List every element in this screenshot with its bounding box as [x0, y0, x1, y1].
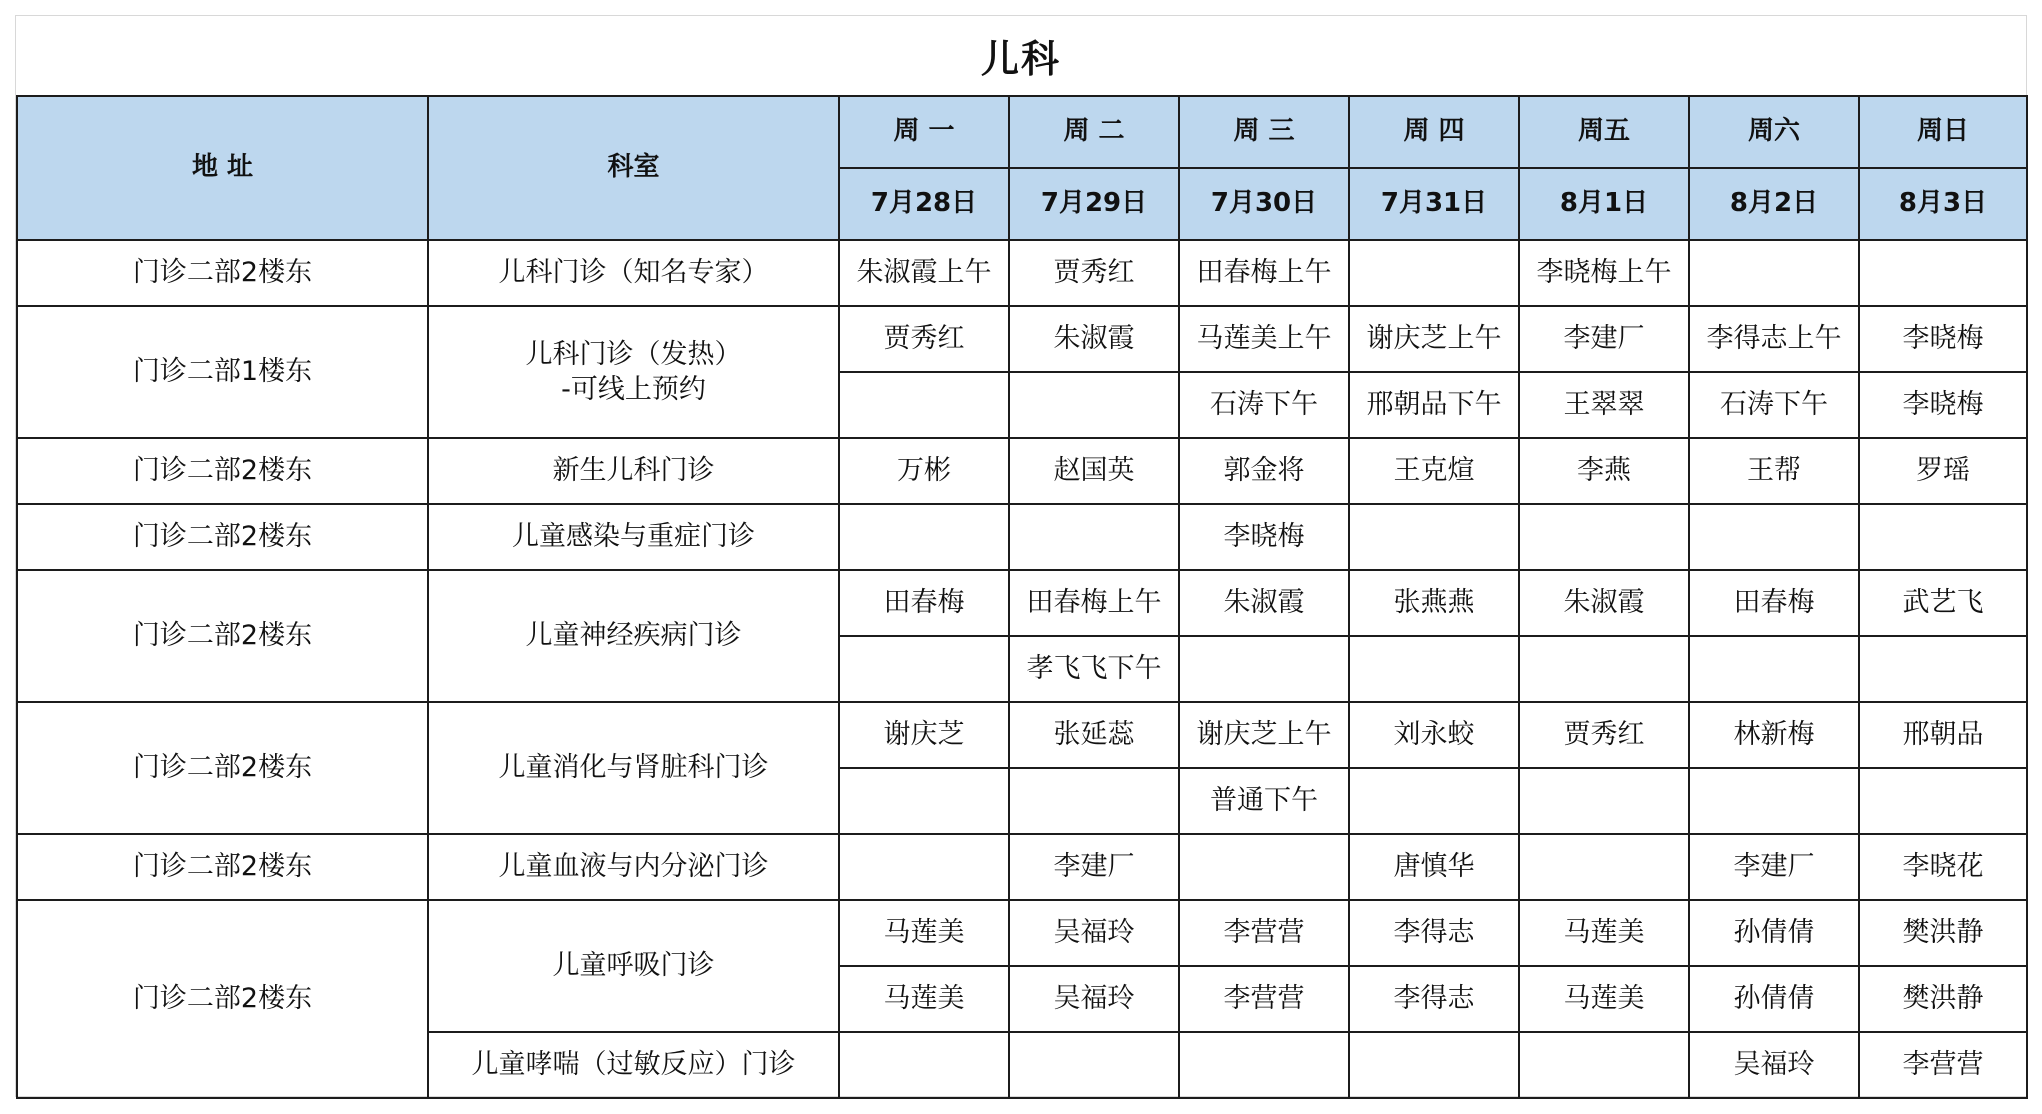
doctor-cell: [839, 1032, 1009, 1098]
doctor-cell: [1519, 504, 1689, 570]
doctor-cell: 孙倩倩: [1689, 966, 1859, 1032]
doctor-cell: 马莲美: [839, 900, 1009, 966]
doctor-cell: [839, 372, 1009, 438]
doctor-cell: 石涛下午: [1689, 372, 1859, 438]
doctor-cell: 孝飞飞下午: [1009, 636, 1179, 702]
doctor-cell: 谢庆芝上午: [1349, 306, 1519, 372]
table-row: [17, 306, 2027, 372]
header-weekday: 周 四: [1349, 96, 1519, 168]
doctor-cell: [1349, 240, 1519, 306]
doctor-cell: 邢朝品: [1859, 702, 2027, 768]
doctor-cell: 田春梅上午: [1179, 240, 1349, 306]
doctor-cell: 田春梅: [839, 570, 1009, 636]
doctor-cell: 李建厂: [1009, 834, 1179, 900]
doctor-cell: [1009, 372, 1179, 438]
schedule-table: [16, 95, 2028, 1099]
doctor-cell: 贾秀红: [1519, 702, 1689, 768]
doctor-cell: 李建厂: [1689, 834, 1859, 900]
doctor-cell: [1349, 504, 1519, 570]
doctor-cell: 李得志: [1349, 966, 1519, 1032]
header-date: 8月3日: [1859, 168, 2027, 240]
header-date: 7月29日: [1009, 168, 1179, 240]
doctor-cell: 吴福玲: [1009, 966, 1179, 1032]
table-row: [17, 438, 2027, 504]
doctor-cell: 李晓梅: [1859, 306, 2027, 372]
address-cell: 门诊二部2楼东: [17, 240, 428, 306]
header-date: 7月30日: [1179, 168, 1349, 240]
address-cell: 门诊二部2楼东: [17, 834, 428, 900]
table-row: [17, 834, 2027, 900]
doctor-cell: [1689, 240, 1859, 306]
dept-line: -可线上预约: [561, 374, 706, 405]
doctor-cell: 刘永蛟: [1349, 702, 1519, 768]
doctor-cell: 樊洪静: [1859, 900, 2027, 966]
header-dept: 科室: [428, 96, 839, 240]
dept-cell: 儿童感染与重症门诊: [428, 504, 839, 570]
doctor-cell: [1859, 504, 2027, 570]
doctor-cell: 孙倩倩: [1689, 900, 1859, 966]
doctor-cell: [839, 768, 1009, 834]
doctor-cell: 李营营: [1859, 1032, 2027, 1098]
address-cell: 门诊二部2楼东: [17, 900, 428, 1098]
doctor-cell: [1519, 768, 1689, 834]
page-title: 儿科: [980, 36, 1061, 81]
header-date: 7月31日: [1349, 168, 1519, 240]
dept-cell: 儿童消化与肾脏科门诊: [428, 702, 839, 834]
header-weekday: 周六: [1689, 96, 1859, 168]
address-cell: 门诊二部2楼东: [17, 570, 428, 702]
doctor-cell: [1179, 834, 1349, 900]
doctor-cell: 普通下午: [1179, 768, 1349, 834]
dept-cell: 儿童呼吸门诊: [428, 900, 839, 1032]
doctor-cell: [1859, 636, 2027, 702]
address-cell: 门诊二部2楼东: [17, 504, 428, 570]
dept-cell: 儿童神经疾病门诊: [428, 570, 839, 702]
doctor-cell: 李建厂: [1519, 306, 1689, 372]
header-date: 8月1日: [1519, 168, 1689, 240]
doctor-cell: 罗瑶: [1859, 438, 2027, 504]
doctor-cell: [1349, 1032, 1519, 1098]
address-cell: 门诊二部1楼东: [17, 306, 428, 438]
dept-cell: 儿科门诊（知名专家）: [428, 240, 839, 306]
address-cell: 门诊二部2楼东: [17, 438, 428, 504]
dept-cell: [428, 306, 839, 438]
doctor-cell: [1689, 768, 1859, 834]
doctor-cell: 李得志上午: [1689, 306, 1859, 372]
table-row: [17, 504, 2027, 570]
doctor-cell: [1179, 636, 1349, 702]
table-row: [17, 900, 2027, 966]
doctor-cell: [1519, 636, 1689, 702]
table-row: [17, 702, 2027, 768]
doctor-cell: 李晓梅上午: [1519, 240, 1689, 306]
doctor-cell: 朱淑霞: [1179, 570, 1349, 636]
doctor-cell: 王帮: [1689, 438, 1859, 504]
address-cell: 门诊二部2楼东: [17, 702, 428, 834]
doctor-cell: [839, 504, 1009, 570]
doctor-cell: [1519, 834, 1689, 900]
doctor-cell: [1009, 1032, 1179, 1098]
header-weekday: 周五: [1519, 96, 1689, 168]
dept-cell: 儿童哮喘（过敏反应）门诊: [428, 1032, 839, 1098]
doctor-cell: [1349, 768, 1519, 834]
doctor-cell: [1179, 1032, 1349, 1098]
header-date: 7月28日: [839, 168, 1009, 240]
doctor-cell: 朱淑霞: [1519, 570, 1689, 636]
dept-cell: 儿童血液与内分泌门诊: [428, 834, 839, 900]
doctor-cell: 马莲美上午: [1179, 306, 1349, 372]
doctor-cell: 田春梅: [1689, 570, 1859, 636]
doctor-cell: 郭金将: [1179, 438, 1349, 504]
doctor-cell: 樊洪静: [1859, 966, 2027, 1032]
doctor-cell: 马莲美: [1519, 966, 1689, 1032]
doctor-cell: 张燕燕: [1349, 570, 1519, 636]
doctor-cell: [1519, 1032, 1689, 1098]
header-weekday: 周 二: [1009, 96, 1179, 168]
doctor-cell: 石涛下午: [1179, 372, 1349, 438]
doctor-cell: [1859, 240, 2027, 306]
dept-cell: 新生儿科门诊: [428, 438, 839, 504]
doctor-cell: 李晓梅: [1179, 504, 1349, 570]
doctor-cell: 朱淑霞上午: [839, 240, 1009, 306]
doctor-cell: 吴福玲: [1689, 1032, 1859, 1098]
header-row-weekdays: [17, 96, 2027, 168]
doctor-cell: [1689, 636, 1859, 702]
dept-line: 儿科门诊（发热）: [525, 338, 742, 370]
doctor-cell: 邢朝品下午: [1349, 372, 1519, 438]
table-row: [17, 570, 2027, 636]
doctor-cell: 李营营: [1179, 966, 1349, 1032]
doctor-cell: 王克煊: [1349, 438, 1519, 504]
doctor-cell: 赵国英: [1009, 438, 1179, 504]
doctor-cell: 万彬: [839, 438, 1009, 504]
doctor-cell: 林新梅: [1689, 702, 1859, 768]
header-weekday: 周日: [1859, 96, 2027, 168]
header-address: 地 址: [17, 96, 428, 240]
doctor-cell: 贾秀红: [1009, 240, 1179, 306]
doctor-cell: 唐慎华: [1349, 834, 1519, 900]
doctor-cell: 马莲美: [1519, 900, 1689, 966]
doctor-cell: [1349, 636, 1519, 702]
doctor-cell: 马莲美: [839, 966, 1009, 1032]
doctor-cell: 谢庆芝上午: [1179, 702, 1349, 768]
doctor-cell: [1009, 504, 1179, 570]
doctor-cell: 李晓梅: [1859, 372, 2027, 438]
doctor-cell: 李燕: [1519, 438, 1689, 504]
doctor-cell: [839, 834, 1009, 900]
header-weekday: 周 三: [1179, 96, 1349, 168]
doctor-cell: 吴福玲: [1009, 900, 1179, 966]
doctor-cell: 王翠翠: [1519, 372, 1689, 438]
doctor-cell: [1689, 504, 1859, 570]
header-weekday: 周 一: [839, 96, 1009, 168]
doctor-cell: 武艺飞: [1859, 570, 2027, 636]
doctor-cell: 李得志: [1349, 900, 1519, 966]
header-date: 8月2日: [1689, 168, 1859, 240]
doctor-cell: [1859, 768, 2027, 834]
doctor-cell: 贾秀红: [839, 306, 1009, 372]
doctor-cell: [1009, 768, 1179, 834]
doctor-cell: 张延蕊: [1009, 702, 1179, 768]
doctor-cell: 谢庆芝: [839, 702, 1009, 768]
doctor-cell: 田春梅上午: [1009, 570, 1179, 636]
doctor-cell: 李晓花: [1859, 834, 2027, 900]
doctor-cell: 李营营: [1179, 900, 1349, 966]
table-row: [17, 240, 2027, 306]
doctor-cell: 朱淑霞: [1009, 306, 1179, 372]
doctor-cell: [839, 636, 1009, 702]
